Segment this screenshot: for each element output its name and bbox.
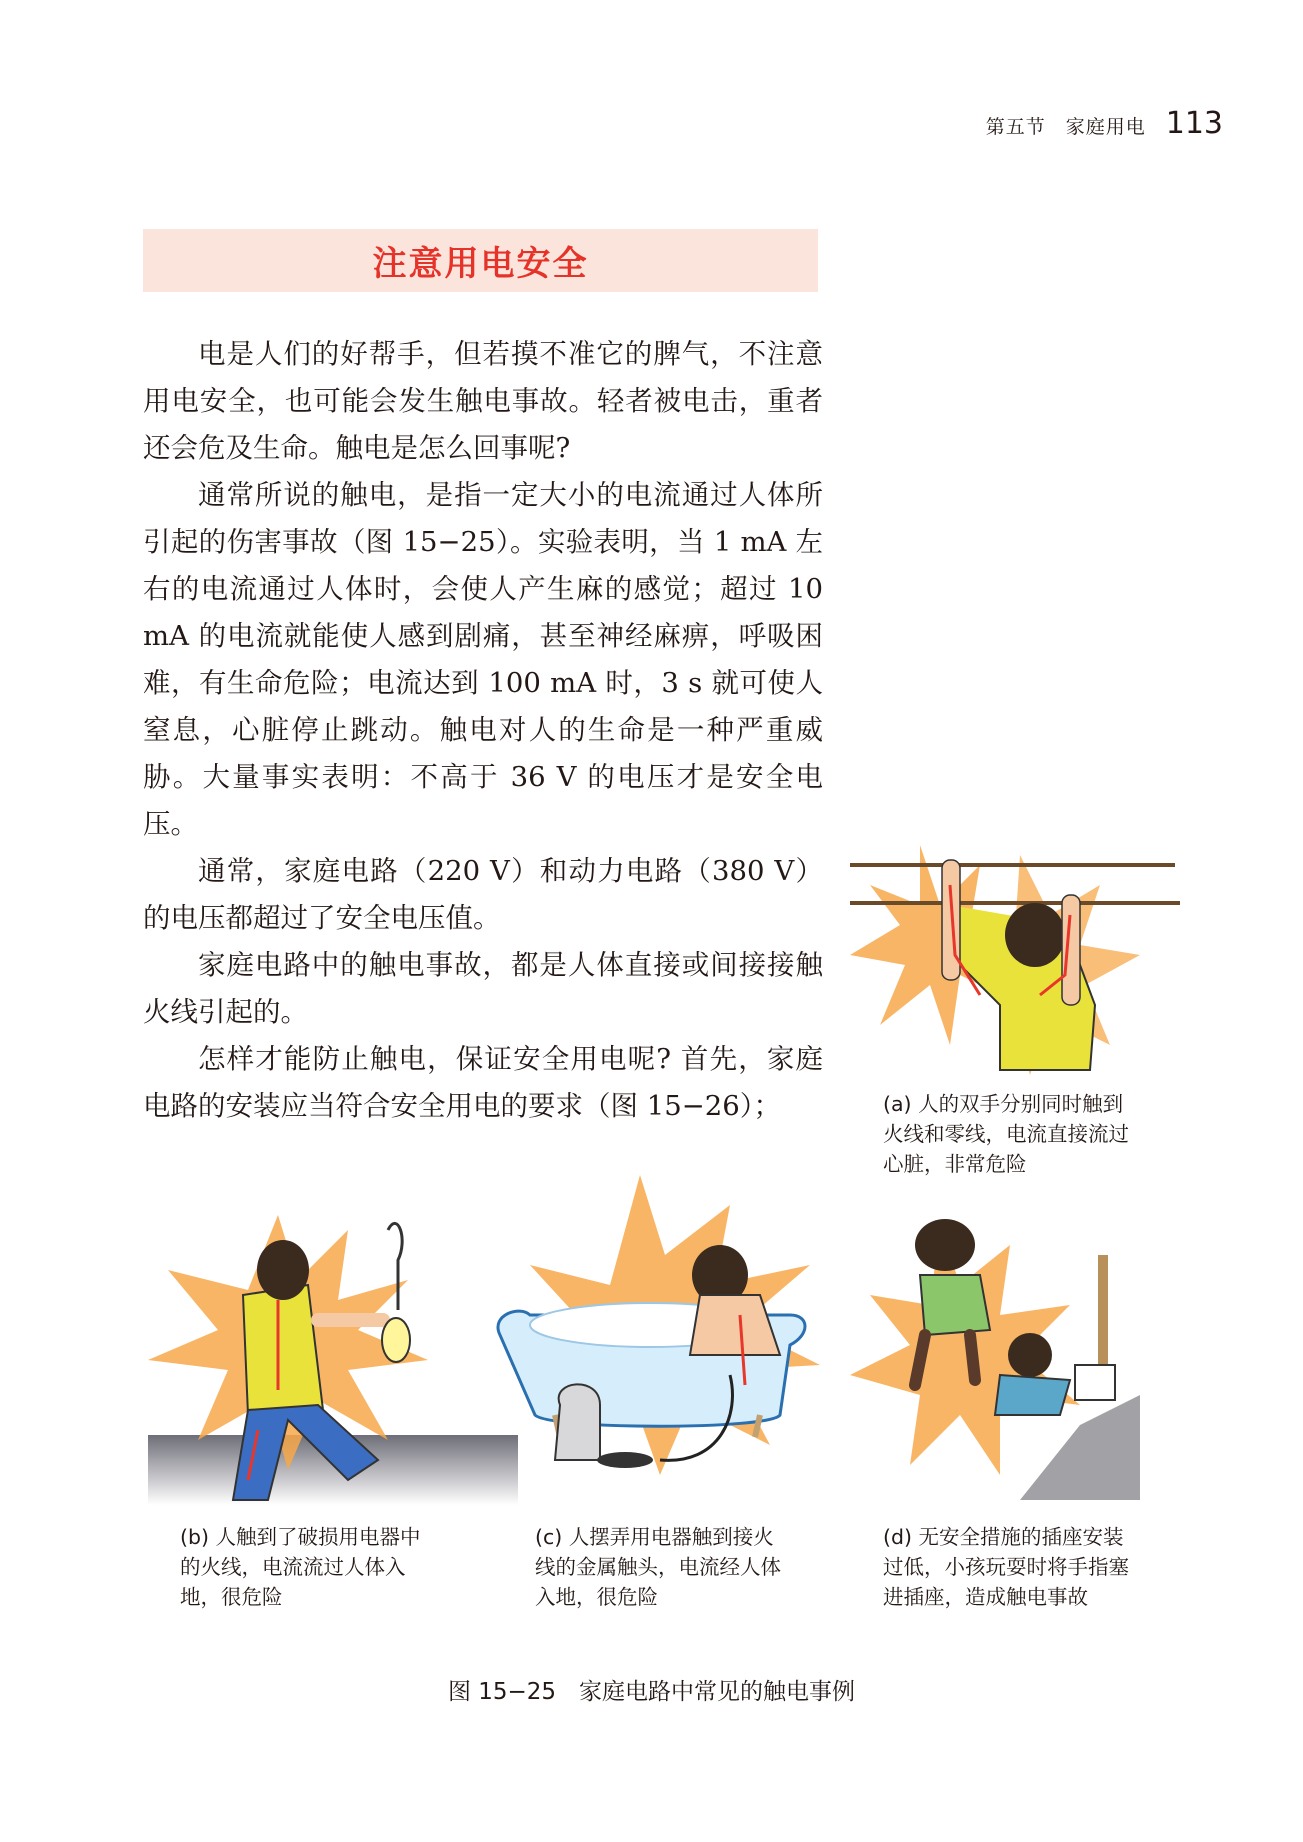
paragraph: 通常，家庭电路（220 V）和动力电路（380 V）的电压都超过了安全电压值。 <box>143 855 823 934</box>
paragraph: 家庭电路中的触电事故，都是人体直接或间接接触火线引起的。 <box>143 949 823 1028</box>
illustration-c <box>490 1175 820 1495</box>
illustration-b <box>148 1210 518 1505</box>
paragraph: 怎样才能防止触电，保证安全用电呢? 首先，家庭电路的安装应当符合安全用电的要求（图 15−26）； <box>143 1043 823 1122</box>
heading-title: 注意用电安全 <box>372 244 589 284</box>
heading-box <box>143 229 818 292</box>
caption-a: (a) 人的双手分别同时触到火线和零线，电流直接流过心脏，非常危险 <box>883 1092 1129 1176</box>
body-text <box>143 331 823 1130</box>
section-title: 第五节 家庭用电 <box>985 116 1146 138</box>
figure-title: 图 15−25 家庭电路中常见的触电事例 <box>447 1679 856 1705</box>
paragraph: 通常所说的触电，是指一定大小的电流通过人体所引起的伤害事故（图 15−25）。实验表明，当 1 mA 左右的电流通过人体时，会使人产生麻的感觉；超过 10 mA 的电流就能使人感到剧痛，甚至神经麻痹，呼吸困难，有生命危险；电流达到 100 mA 时，3 s 就可使人窒息，心脏停止跳动。触电对人的生命是一种严重威胁。大量事实表明：不高于 36 V 的电压才是安全电压。 <box>143 479 823 840</box>
paragraph: 电是人们的好帮手，但若摸不准它的脾气，不注意用电安全，也可能会发生触电事故。轻者被电击，重者还会危及生命。触电是怎么回事呢? <box>143 338 823 464</box>
caption-c: (c) 人摆弄用电器触到接火线的金属触头，电流经人体入地，很危险 <box>535 1525 781 1609</box>
page-header <box>986 106 1223 141</box>
caption-d: (d) 无安全措施的插座安装过低，小孩玩耍时将手指塞进插座，造成触电事故 <box>883 1525 1129 1609</box>
page-number: 113 <box>1165 106 1223 141</box>
illustration-a <box>850 845 1190 1080</box>
caption-b: (b) 人触到了破损用电器中的火线，电流流过人体入地，很危险 <box>180 1525 421 1609</box>
illustration-d <box>850 1215 1140 1500</box>
